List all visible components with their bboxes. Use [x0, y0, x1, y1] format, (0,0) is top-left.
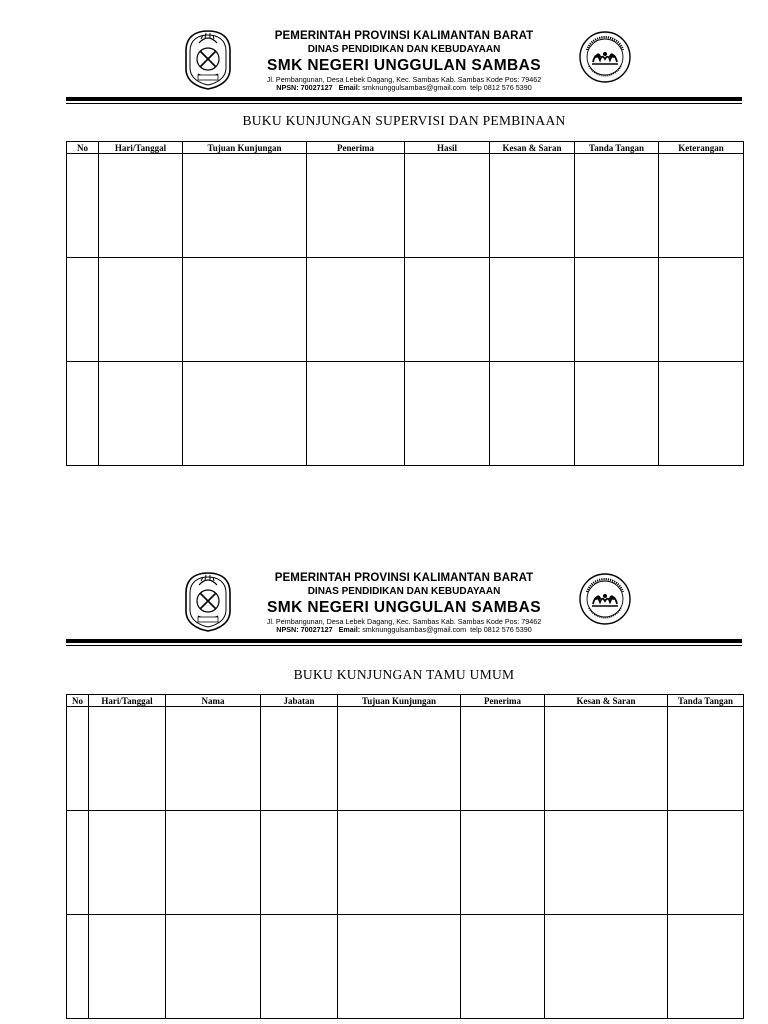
- table-cell: [67, 154, 99, 258]
- column-header: Tanda Tangan: [668, 695, 744, 707]
- table-cell: [338, 707, 461, 811]
- table-cell: [67, 258, 99, 362]
- department-name: DINAS PENDIDIKAN DAN KEBUDAYAAN: [307, 43, 501, 55]
- email-label: Email:: [338, 83, 361, 93]
- column-header: Penerima: [461, 695, 545, 707]
- letterhead-rule-thin: [66, 103, 742, 104]
- table-cell: [668, 811, 744, 915]
- table-cell: [338, 915, 461, 1019]
- form-title: BUKU KUNJUNGAN TAMU UMUM: [293, 667, 515, 682]
- table-cell: [183, 258, 307, 362]
- table-cell: [89, 915, 166, 1019]
- column-header: No: [67, 695, 89, 707]
- table-cell: [545, 707, 668, 811]
- table-cell: [659, 362, 744, 466]
- npsn: NPSN: 70027127: [276, 83, 333, 93]
- school-name: SMK NEGERI UNGGULAN SAMBAS: [267, 56, 541, 74]
- province-emblem-icon: [183, 571, 233, 633]
- letterhead-rule-thick: [66, 97, 742, 101]
- column-header: Jabatan: [261, 695, 338, 707]
- table-cell: [67, 811, 89, 915]
- column-header: Keterangan: [659, 142, 744, 154]
- school-seal-icon: [578, 572, 632, 626]
- table-cell: [545, 915, 668, 1019]
- table-header-row: [67, 142, 744, 154]
- school-contact: [230, 84, 578, 91]
- table-cell: [575, 362, 659, 466]
- table-cell: [183, 154, 307, 258]
- table-cell: [575, 154, 659, 258]
- school-address: Jl. Pembangunan, Desa Lebek Dagang, Kec. Sambas Kab. Sambas Kode Pos: 79462: [266, 75, 542, 84]
- column-header: Hasil: [405, 142, 490, 154]
- table-row: [67, 154, 744, 258]
- email: smknunggulsambas@gmail.com: [362, 83, 467, 93]
- table-cell: [668, 915, 744, 1019]
- school-contact: [230, 626, 578, 633]
- school-seal-icon: [578, 30, 632, 84]
- province-emblem-icon: [183, 29, 233, 91]
- column-header: Kesan & Saran: [545, 695, 668, 707]
- table-cell: [659, 154, 744, 258]
- table-cell: [545, 811, 668, 915]
- table-cell: [166, 811, 261, 915]
- table-cell: [659, 258, 744, 362]
- table-cell: [99, 362, 183, 466]
- table-cell: [405, 154, 490, 258]
- table-row: [67, 362, 744, 466]
- table-header-row: [67, 695, 744, 707]
- table-cell: [99, 258, 183, 362]
- table-cell: [261, 915, 338, 1019]
- table-cell: [490, 154, 575, 258]
- table-cell: [405, 258, 490, 362]
- column-header: Tujuan Kunjungan: [338, 695, 461, 707]
- table-cell: [668, 707, 744, 811]
- table-cell: [183, 362, 307, 466]
- column-header: Tujuan Kunjungan: [183, 142, 307, 154]
- column-header: Tanda Tangan: [575, 142, 659, 154]
- email: smknunggulsambas@gmail.com: [362, 625, 467, 635]
- column-header: No: [67, 142, 99, 154]
- table-cell: [490, 258, 575, 362]
- supervision-visit-table: [66, 141, 744, 466]
- table-cell: [89, 707, 166, 811]
- column-header: Hari/Tanggal: [99, 142, 183, 154]
- table-cell: [307, 258, 405, 362]
- table-cell: [405, 362, 490, 466]
- table-cell: [99, 154, 183, 258]
- table-cell: [307, 362, 405, 466]
- table-cell: [67, 362, 99, 466]
- table-cell: [261, 811, 338, 915]
- school-address: Jl. Pembangunan, Desa Lebek Dagang, Kec. Sambas Kab. Sambas Kode Pos: 79462: [266, 617, 542, 626]
- column-header: Nama: [166, 695, 261, 707]
- npsn: NPSN: 70027127: [276, 625, 333, 635]
- table-row: [67, 811, 744, 915]
- guest-visit-table: [66, 694, 744, 1019]
- letterhead: [0, 0, 768, 100]
- phone: telp 0812 576 5390: [470, 625, 532, 635]
- form-title: BUKU KUNJUNGAN SUPERVISI DAN PEMBINAAN: [242, 113, 566, 128]
- table-cell: [67, 707, 89, 811]
- letterhead-rule-thin: [66, 645, 742, 646]
- table-cell: [575, 258, 659, 362]
- letterhead: [0, 542, 768, 642]
- table-cell: [89, 811, 166, 915]
- table-cell: [261, 707, 338, 811]
- column-header: Hari/Tanggal: [89, 695, 166, 707]
- table-row: [67, 915, 744, 1019]
- government-name: PEMERINTAH PROVINSI KALIMANTAN BARAT: [274, 572, 534, 584]
- table-cell: [338, 811, 461, 915]
- phone: telp 0812 576 5390: [470, 83, 532, 93]
- table-cell: [67, 915, 89, 1019]
- table-cell: [490, 362, 575, 466]
- school-name: SMK NEGERI UNGGULAN SAMBAS: [267, 598, 541, 616]
- table-cell: [461, 915, 545, 1019]
- department-name: DINAS PENDIDIKAN DAN KEBUDAYAAN: [307, 585, 501, 597]
- letterhead-rule-thick: [66, 639, 742, 643]
- government-name: PEMERINTAH PROVINSI KALIMANTAN BARAT: [274, 30, 534, 42]
- email-label: Email:: [338, 625, 361, 635]
- table-cell: [461, 707, 545, 811]
- table-cell: [307, 154, 405, 258]
- column-header: Kesan & Saran: [490, 142, 575, 154]
- table-cell: [461, 811, 545, 915]
- table-cell: [166, 707, 261, 811]
- table-row: [67, 707, 744, 811]
- table-cell: [166, 915, 261, 1019]
- table-row: [67, 258, 744, 362]
- column-header: Penerima: [307, 142, 405, 154]
